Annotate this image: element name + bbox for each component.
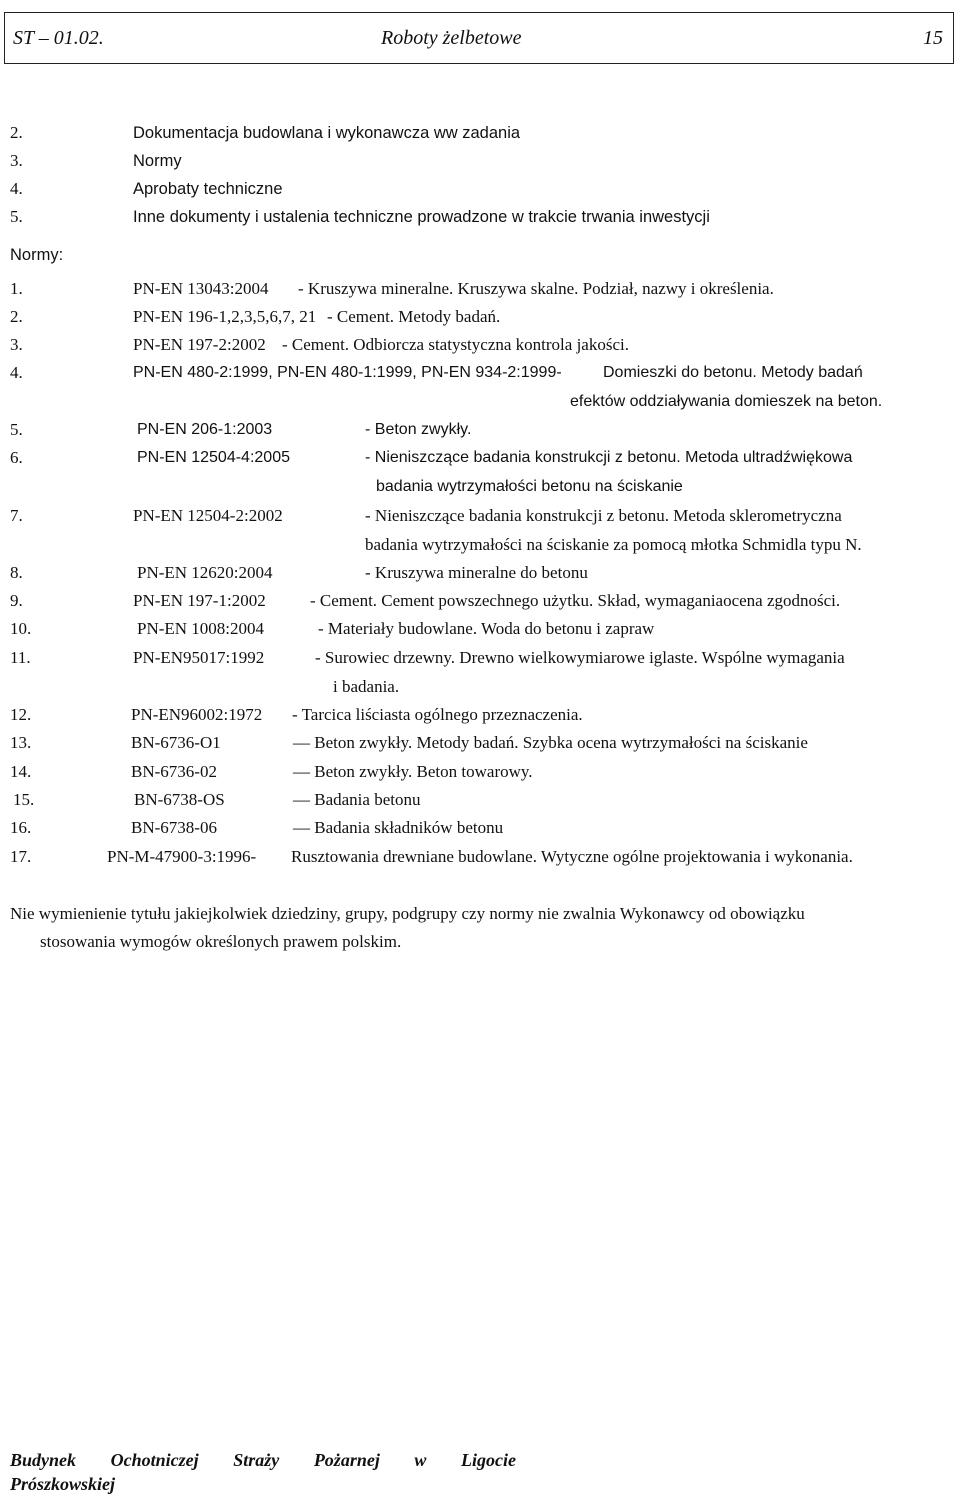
norm-number: 3. <box>10 335 23 354</box>
norm-code: PN-EN 13043:2004 <box>133 279 269 298</box>
norm-title-continuation: efektów oddziaływania domieszek na beton. <box>570 393 883 410</box>
norm-number: 10. <box>10 619 32 638</box>
norm-title-continuation: badania wytrzymałości na ściskanie za pomocą młotka Schmidla typu N. <box>365 535 862 554</box>
norm-number: 6. <box>10 448 23 467</box>
norm-title: - Kruszywa mineralne do betonu <box>365 563 588 582</box>
norm-code: BN-6736-O1 <box>131 733 221 752</box>
norm-number: 14. <box>10 762 32 781</box>
norm-code: PN-EN95017:1992 <box>133 648 265 667</box>
norm-title: - Surowiec drzewny. Drewno wielkowymiarowe iglaste. Wspólne wymagania <box>315 648 845 667</box>
page-header <box>4 12 954 64</box>
list-item-number: 5. <box>10 207 23 226</box>
norm-code: PN-EN 196-1,2,3,5,6,7, 21 <box>133 307 317 326</box>
list-item: Normy <box>133 152 182 170</box>
note-line: stosowania wymogów określonych prawem polskim. <box>40 932 402 951</box>
norm-title: Domieszki do betonu. Metody badań <box>603 364 863 381</box>
norm-title: - Materiały budowlane. Woda do betonu i zapraw <box>318 619 655 638</box>
norm-title: - Nieniszczące badania konstrukcji z betonu. Metoda sklerometryczna <box>365 506 842 525</box>
norm-title: — Badania betonu <box>293 790 421 809</box>
norm-code: PN-EN 480-2:1999, PN-EN 480-1:1999, PN-EN 934-2:1999- <box>133 364 562 381</box>
norm-title: - Cement. Cement powszechnego użytku. Skład, wymaganiaocena zgodności. <box>310 591 841 610</box>
norm-title: - Cement. Odbiorcza statystyczna kontrola jakości. <box>282 335 629 354</box>
norm-title: — Beton zwykły. Metody badań. Szybka ocena wytrzymałości na ściskanie <box>293 733 808 752</box>
section-title: Roboty żelbetowe <box>381 27 522 49</box>
list-item: Dokumentacja budowlana i wykonawcza ww zadania <box>133 124 521 142</box>
list-item-number: 3. <box>10 151 23 170</box>
norm-code: PN-EN 206-1:2003 <box>137 421 273 438</box>
norm-title-continuation: badania wytrzymałości betonu na ściskanie <box>376 478 683 495</box>
norm-title: - Tarcica liściasta ogólnego przeznaczenia. <box>292 705 583 724</box>
norm-number: 15. <box>13 790 35 809</box>
norm-number: 2. <box>10 307 23 326</box>
footer-project-name-continuation: Prószkowskiej <box>10 1474 116 1494</box>
norm-number: 7. <box>10 506 23 525</box>
norm-title: Rusztowania drewniane budowlane. Wytyczne ogólne projektowania i wykonania. <box>291 847 853 866</box>
norm-number: 8. <box>10 563 23 582</box>
norm-title: — Beton zwykły. Beton towarowy. <box>293 762 533 781</box>
list-item-number: 4. <box>10 179 23 198</box>
norm-number: 13. <box>10 733 32 752</box>
norm-code: PN-EN 197-1:2002 <box>133 591 266 610</box>
list-item-number: 2. <box>10 123 23 142</box>
norm-code: PN-EN 12504-4:2005 <box>137 449 290 466</box>
norm-code: PN-M-47900-3:1996- <box>107 847 257 866</box>
page-number: 15 <box>923 27 943 49</box>
norm-title: — Badania składników betonu <box>293 818 504 837</box>
norm-number: 1. <box>10 279 23 298</box>
norm-number: 5. <box>10 420 23 439</box>
norm-number: 9. <box>10 591 23 610</box>
norm-title-continuation: i badania. <box>333 677 400 696</box>
norm-title: - Nieniszczące badania konstrukcji z betonu. Metoda ultradźwiękowa <box>365 449 853 466</box>
norm-title: - Cement. Metody badań. <box>327 307 501 326</box>
norm-title: - Beton zwykły. <box>365 421 472 438</box>
norm-code: PN-EN 1008:2004 <box>137 619 265 638</box>
spec-code: ST – 01.02. <box>13 27 104 49</box>
list-item: Inne dokumenty i ustalenia techniczne prowadzone w trakcie trwania inwestycji <box>133 208 710 226</box>
norms-heading: Normy: <box>10 246 64 264</box>
footer-project-name: Budynek Ochotniczej Straży Pożarnej w Ligocie <box>10 1450 516 1470</box>
norm-number: 12. <box>10 705 32 724</box>
norm-code: PN-EN 12620:2004 <box>137 563 273 582</box>
norm-code: BN-6738-06 <box>131 818 217 837</box>
norm-number: 16. <box>10 818 32 837</box>
norm-title: - Kruszywa mineralne. Kruszywa skalne. Podział, nazwy i określenia. <box>298 279 774 298</box>
norm-number: 17. <box>10 847 32 866</box>
norm-number: 11. <box>10 648 31 667</box>
norm-code: PN-EN 12504-2:2002 <box>133 506 283 525</box>
norm-code: BN-6738-OS <box>134 790 225 809</box>
norm-code: PN-EN96002:1972 <box>131 705 263 724</box>
note-line: Nie wymienienie tytułu jakiejkolwiek dziedziny, grupy, podgrupy czy normy nie zwalnia Wykonawcy od obowiązku <box>10 904 805 923</box>
list-item: Aprobaty techniczne <box>133 180 283 198</box>
norm-number: 4. <box>10 363 23 382</box>
norm-code: PN-EN 197-2:2002 <box>133 335 266 354</box>
norm-code: BN-6736-02 <box>131 762 217 781</box>
